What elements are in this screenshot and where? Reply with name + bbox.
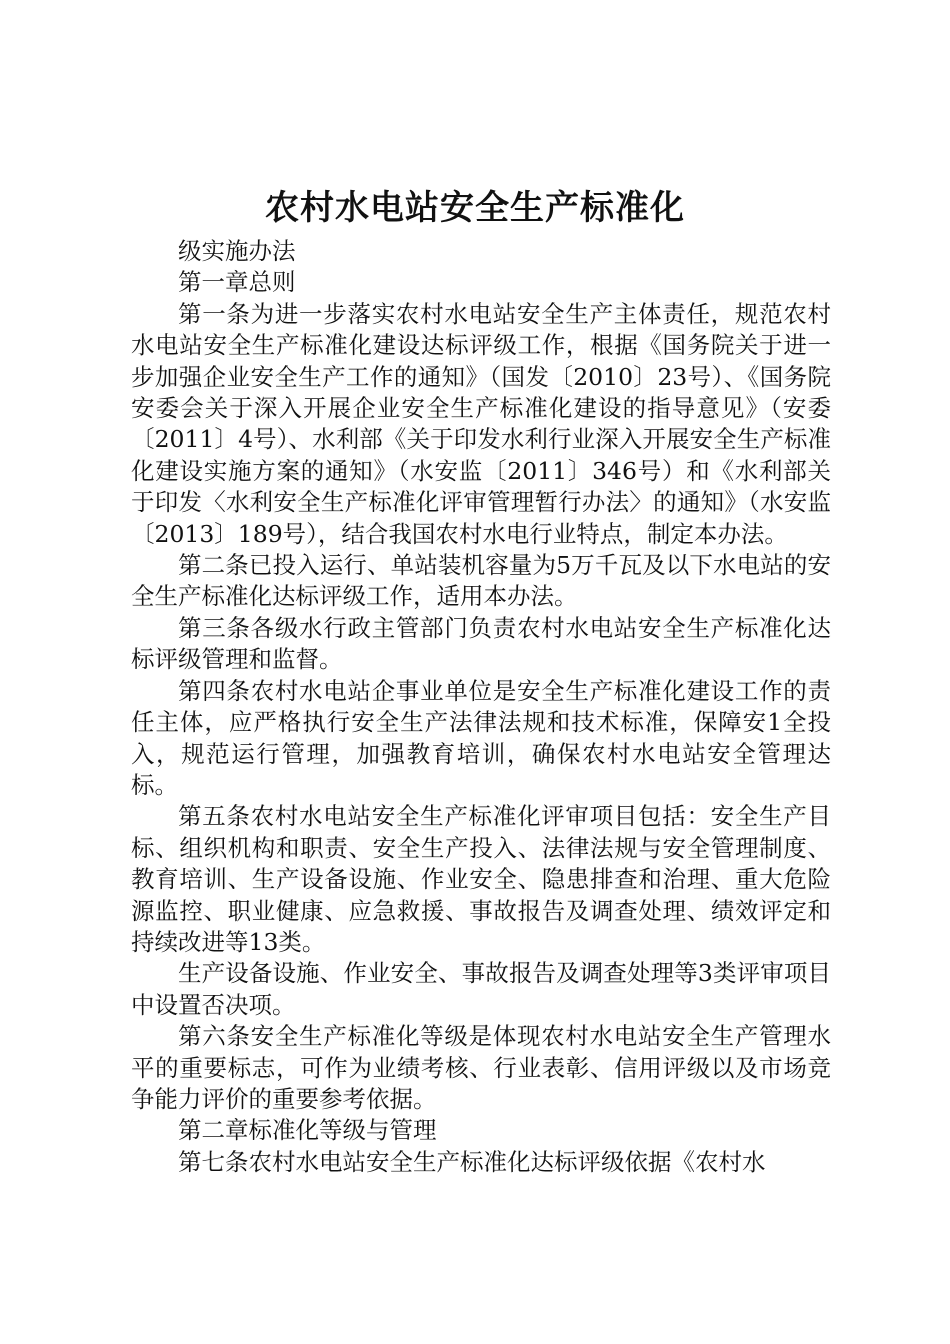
paragraph-chapter-1-heading: 第一章总则 <box>178 268 296 297</box>
document-body <box>131 236 831 1178</box>
paragraph-article-5-note: 生产设备设施、作业安全、事故报告及调查处理等3类评审项目中设置否决项。 <box>131 959 831 1019</box>
paragraph-subtitle: 级实施办法 <box>178 237 296 265</box>
document-title: 农村水电站安全生产标准化 <box>265 188 685 228</box>
paragraph-article-6: 第六条安全生产标准化等级是体现农村水电站安全生产管理水平的重要标志，可作为业绩考核、行业表彰、信用评级以及市场竞争能力评价的重要参考依据。 <box>131 1022 831 1113</box>
paragraph-article-3: 第三条各级水行政主管部门负责农村水电站安全生产标准化达标评级管理和监督。 <box>131 613 831 674</box>
paragraph-article-2: 第二条已投入运行、单站装机容量为5万千瓦及以下水电站的安全生产标准化达标评级工作，适用本办法。 <box>131 551 831 611</box>
paragraph-article-4: 第四条农村水电站企事业单位是安全生产标准化建设工作的责任主体，应严格执行安全生产法律法规和技术标准，保障安1全投入，规范运行管理，加强教育培训，确保农村水电站安全管理达标。 <box>131 676 831 799</box>
paragraph-article-5: 第五条农村水电站安全生产标准化评审项目包括：安全生产目标、组织机构和职责、安全生产投入、法律法规与安全管理制度、教育培训、生产设备设施、作业安全、隐患排查和治理、重大危险源监控、职业健康、应急救援、事故报告及调查处理、绩效评定和持续改进等13类。 <box>131 802 831 956</box>
paragraph-chapter-2-heading: 第二章标准化等级与管理 <box>178 1116 437 1145</box>
paragraph-article-7: 第七条农村水电站安全生产标准化达标评级依据《农村水 <box>178 1147 766 1176</box>
paragraph-article-1: 第一条为进一步落实农村水电站安全生产主体责任，规范农村水电站安全生产标准化建设达标评级工作，根据《国务院关于进一步加强企业安全生产工作的通知》（国发〔2010〕23号）、《国务院安委会关于深入开展企业安全生产标准化建设的指导意见》（安委〔2011〕4号）、水利部《关于印发水利行业深入开展安全生产标准化建设实施方案的通知》（水安监〔2011〕346号）和《水利部关于印发〈水利安全生产标准化评审管理暂行办法〉的通知》（水安监〔2013〕189号），结合我国农村水电行业特点，制定本办法。 <box>131 299 831 548</box>
